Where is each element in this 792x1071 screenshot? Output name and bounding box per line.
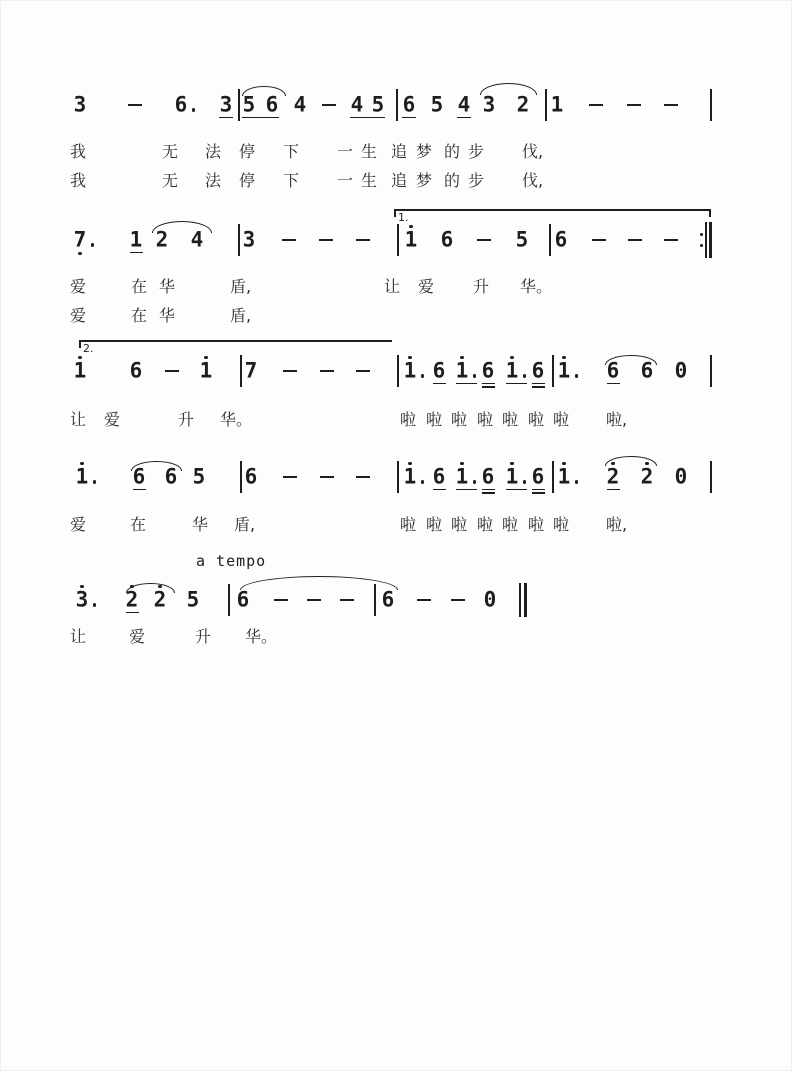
augmentation-dot bbox=[93, 480, 96, 483]
beam-underline bbox=[607, 383, 620, 385]
note-digit: 0 bbox=[483, 587, 497, 612]
beam-underline bbox=[506, 383, 527, 385]
volta-label: 2. bbox=[83, 342, 94, 355]
octave-dot-high bbox=[408, 462, 411, 465]
barline bbox=[397, 355, 399, 387]
beam-underline bbox=[532, 383, 545, 385]
duration-dash bbox=[664, 239, 678, 242]
lyric-syllable: 停 bbox=[239, 171, 256, 190]
note-digit: 1 bbox=[75, 464, 89, 489]
slur bbox=[240, 576, 398, 590]
lyric-syllable: 法 bbox=[205, 171, 222, 190]
note-digit: 6 bbox=[132, 464, 146, 489]
note-digit: 4 bbox=[457, 92, 471, 117]
slur bbox=[126, 583, 175, 593]
beam-underline bbox=[532, 492, 545, 494]
note-digit: 3 bbox=[219, 92, 233, 117]
lyric-syllable: 爱 bbox=[70, 515, 87, 534]
lyric-syllable: 盾, bbox=[234, 515, 256, 534]
volta-bracket-tick bbox=[394, 209, 396, 217]
beam-underline bbox=[482, 492, 495, 494]
octave-dot-high bbox=[562, 356, 565, 359]
volta-bracket-tick bbox=[709, 209, 711, 217]
slur bbox=[152, 221, 212, 233]
note-digit: 6 bbox=[402, 92, 416, 117]
lyric-syllable: 啦 bbox=[477, 515, 494, 534]
beam-underline bbox=[433, 383, 446, 385]
duration-dash bbox=[627, 104, 641, 107]
lyric-syllable: 啦 bbox=[400, 515, 417, 534]
note-digit: 5 bbox=[242, 92, 256, 117]
note-digit: 6 bbox=[381, 587, 395, 612]
beam-underline bbox=[402, 117, 416, 119]
lyric-syllable: 停 bbox=[239, 142, 256, 161]
lyric-syllable: 爱 bbox=[104, 410, 121, 429]
duration-dash bbox=[165, 370, 179, 373]
lyric-syllable: 在 bbox=[131, 306, 148, 325]
beam-underline bbox=[433, 489, 446, 491]
final-barline bbox=[519, 583, 521, 617]
duration-dash bbox=[589, 104, 603, 107]
duration-dash bbox=[283, 476, 297, 479]
duration-dash bbox=[628, 239, 642, 242]
lyric-syllable: 啦 bbox=[528, 410, 545, 429]
duration-dash bbox=[282, 239, 296, 242]
duration-dash bbox=[322, 104, 336, 107]
note-digit: 3 bbox=[482, 92, 496, 117]
augmentation-dot bbox=[575, 480, 578, 483]
note-digit: 1 bbox=[505, 464, 519, 489]
lyric-syllable: 下 bbox=[283, 171, 300, 190]
note-digit: 5 bbox=[371, 92, 385, 117]
final-barline bbox=[524, 583, 527, 617]
barline bbox=[552, 355, 554, 387]
duration-dash bbox=[307, 599, 321, 602]
octave-dot-high bbox=[408, 356, 411, 359]
slur bbox=[242, 86, 286, 96]
augmentation-dot bbox=[421, 374, 424, 377]
duration-dash bbox=[274, 599, 288, 602]
octave-dot-high bbox=[460, 356, 463, 359]
beam-underline bbox=[242, 117, 279, 119]
lyric-syllable: 梦 bbox=[416, 171, 433, 190]
lyric-syllable: 伐, bbox=[522, 171, 544, 190]
note-digit: 2 bbox=[516, 92, 530, 117]
lyric-syllable: 啦 bbox=[426, 515, 443, 534]
lyric-syllable: 爱 bbox=[418, 277, 435, 296]
octave-dot-high bbox=[510, 356, 513, 359]
note-digit: 4 bbox=[190, 227, 204, 252]
beam-underline bbox=[532, 489, 545, 491]
note-digit: 6 bbox=[244, 464, 258, 489]
note-digit: 6 bbox=[554, 227, 568, 252]
lyric-syllable: 的 bbox=[444, 142, 461, 161]
octave-dot-high bbox=[409, 225, 412, 228]
lyric-syllable: 华 bbox=[192, 515, 209, 534]
lyric-syllable: 下 bbox=[283, 142, 300, 161]
barline bbox=[240, 461, 242, 493]
beam-underline bbox=[457, 117, 471, 119]
barline bbox=[545, 89, 547, 121]
note-digit: 5 bbox=[186, 587, 200, 612]
augmentation-dot bbox=[523, 374, 526, 377]
lyric-syllable: 让 bbox=[384, 277, 401, 296]
lyric-syllable: 步 bbox=[468, 171, 485, 190]
lyric-syllable: 梦 bbox=[416, 142, 433, 161]
beam-underline bbox=[456, 489, 477, 491]
lyric-syllable: 啦 bbox=[477, 410, 494, 429]
note-digit: 1 bbox=[199, 358, 213, 383]
note-digit: 6 bbox=[174, 92, 188, 117]
duration-dash bbox=[320, 476, 334, 479]
note-digit: 6 bbox=[440, 227, 454, 252]
end-repeat-sign bbox=[709, 222, 712, 258]
augmentation-dot bbox=[421, 480, 424, 483]
augmentation-dot bbox=[473, 480, 476, 483]
lyric-syllable: 啦 bbox=[426, 410, 443, 429]
lyric-syllable: 华。 bbox=[520, 277, 553, 296]
beam-underline bbox=[506, 489, 527, 491]
lyric-syllable: 啦 bbox=[553, 410, 570, 429]
lyric-syllable: 让 bbox=[70, 410, 87, 429]
note-digit: 3 bbox=[75, 587, 89, 612]
beam-underline bbox=[350, 117, 385, 119]
note-digit: 6 bbox=[432, 358, 446, 383]
lyric-syllable: 啦 bbox=[502, 515, 519, 534]
note-digit: 6 bbox=[481, 358, 495, 383]
note-digit: 1 bbox=[550, 92, 564, 117]
lyric-syllable: 升 bbox=[178, 410, 195, 429]
note-digit: 1 bbox=[73, 358, 87, 383]
note-digit: 6 bbox=[164, 464, 178, 489]
duration-dash bbox=[356, 239, 370, 242]
octave-dot-low bbox=[78, 252, 81, 255]
lyric-syllable: 啦, bbox=[606, 515, 628, 534]
duration-dash bbox=[283, 370, 297, 373]
lyric-syllable: 生 bbox=[361, 171, 378, 190]
octave-dot-high bbox=[80, 585, 83, 588]
lyric-syllable: 伐, bbox=[522, 142, 544, 161]
lyric-syllable: 华。 bbox=[245, 627, 278, 646]
note-digit: 0 bbox=[674, 464, 688, 489]
octave-dot-high bbox=[562, 462, 565, 465]
beam-underline bbox=[482, 383, 495, 385]
lyric-syllable: 华 bbox=[159, 277, 176, 296]
lyric-syllable: 爱 bbox=[129, 627, 146, 646]
note-digit: 1 bbox=[455, 464, 469, 489]
lyric-syllable: 盾, bbox=[230, 277, 252, 296]
augmentation-dot bbox=[93, 603, 96, 606]
note-digit: 5 bbox=[515, 227, 529, 252]
beam-underline bbox=[607, 489, 620, 491]
note-digit: 5 bbox=[430, 92, 444, 117]
lyric-syllable: 爱 bbox=[70, 277, 87, 296]
lyric-syllable: 升 bbox=[195, 627, 212, 646]
tempo-marking: a tempo bbox=[196, 552, 267, 570]
note-digit: 2 bbox=[125, 587, 139, 612]
barline bbox=[552, 461, 554, 493]
lyric-syllable: 让 bbox=[70, 627, 87, 646]
volta-bracket-tick bbox=[79, 340, 81, 348]
duration-dash bbox=[128, 104, 142, 107]
volta-bracket-line bbox=[394, 209, 711, 211]
barline bbox=[228, 584, 230, 616]
lyric-syllable: 无 bbox=[162, 142, 179, 161]
duration-dash bbox=[356, 370, 370, 373]
end-repeat-sign bbox=[705, 222, 707, 258]
note-digit: 6 bbox=[606, 358, 620, 383]
lyric-syllable: 升 bbox=[473, 277, 490, 296]
note-digit: 1 bbox=[557, 358, 571, 383]
barline bbox=[549, 224, 551, 256]
lyric-syllable: 啦 bbox=[451, 515, 468, 534]
note-digit: 2 bbox=[153, 587, 167, 612]
augmentation-dot bbox=[523, 480, 526, 483]
barline bbox=[710, 355, 712, 387]
barline bbox=[710, 89, 712, 121]
lyric-syllable: 的 bbox=[444, 171, 461, 190]
barline bbox=[238, 89, 240, 121]
lyric-syllable: 生 bbox=[361, 142, 378, 161]
note-digit: 6 bbox=[129, 358, 143, 383]
note-digit: 1 bbox=[403, 464, 417, 489]
lyric-syllable: 我 bbox=[70, 171, 87, 190]
lyric-syllable: 啦 bbox=[553, 515, 570, 534]
lyric-syllable: 一 bbox=[337, 142, 354, 161]
beam-underline bbox=[482, 489, 495, 491]
note-digit: 1 bbox=[557, 464, 571, 489]
duration-dash bbox=[340, 599, 354, 602]
augmentation-dot bbox=[192, 108, 195, 111]
slur bbox=[480, 83, 537, 95]
octave-dot-high bbox=[80, 462, 83, 465]
duration-dash bbox=[451, 599, 465, 602]
barline bbox=[238, 224, 240, 256]
note-digit: 6 bbox=[432, 464, 446, 489]
duration-dash bbox=[319, 239, 333, 242]
lyric-syllable: 一 bbox=[337, 171, 354, 190]
beam-underline bbox=[482, 386, 495, 388]
note-digit: 1 bbox=[505, 358, 519, 383]
lyric-syllable: 追 bbox=[391, 142, 408, 161]
lyric-syllable: 爱 bbox=[70, 306, 87, 325]
lyric-syllable: 啦 bbox=[528, 515, 545, 534]
note-digit: 5 bbox=[192, 464, 206, 489]
note-digit: 4 bbox=[350, 92, 364, 117]
volta-bracket-line bbox=[79, 340, 392, 342]
augmentation-dot bbox=[473, 374, 476, 377]
note-digit: 2 bbox=[640, 464, 654, 489]
note-digit: 1 bbox=[455, 358, 469, 383]
note-digit: 7 bbox=[73, 227, 87, 252]
beam-underline bbox=[126, 612, 139, 614]
note-digit: 6 bbox=[236, 587, 250, 612]
duration-dash bbox=[356, 476, 370, 479]
barline bbox=[240, 355, 242, 387]
repeat-dot bbox=[700, 233, 703, 236]
lyric-syllable: 我 bbox=[70, 142, 87, 161]
augmentation-dot bbox=[91, 243, 94, 246]
duration-dash bbox=[592, 239, 606, 242]
barline bbox=[396, 89, 398, 121]
note-digit: 6 bbox=[531, 464, 545, 489]
barline bbox=[397, 224, 399, 256]
slur bbox=[605, 355, 657, 365]
lyric-syllable: 啦 bbox=[451, 410, 468, 429]
beam-underline bbox=[219, 117, 233, 119]
lyric-syllable: 在 bbox=[131, 277, 148, 296]
duration-dash bbox=[320, 370, 334, 373]
barline bbox=[710, 461, 712, 493]
lyric-syllable: 华 bbox=[159, 306, 176, 325]
note-digit: 4 bbox=[293, 92, 307, 117]
note-digit: 3 bbox=[73, 92, 87, 117]
lyric-syllable: 法 bbox=[205, 142, 222, 161]
note-digit: 6 bbox=[640, 358, 654, 383]
octave-dot-high bbox=[510, 462, 513, 465]
note-digit: 1 bbox=[404, 227, 418, 252]
lyric-syllable: 啦 bbox=[502, 410, 519, 429]
note-digit: 6 bbox=[531, 358, 545, 383]
duration-dash bbox=[664, 104, 678, 107]
beam-underline bbox=[133, 489, 146, 491]
lyric-syllable: 盾, bbox=[230, 306, 252, 325]
augmentation-dot bbox=[575, 374, 578, 377]
slur bbox=[605, 456, 657, 466]
lyric-syllable: 华。 bbox=[220, 410, 253, 429]
note-digit: 3 bbox=[242, 227, 256, 252]
lyric-syllable: 步 bbox=[468, 142, 485, 161]
beam-underline bbox=[130, 252, 143, 254]
lyric-syllable: 啦, bbox=[606, 410, 628, 429]
octave-dot-high bbox=[460, 462, 463, 465]
note-digit: 0 bbox=[674, 358, 688, 383]
lyric-syllable: 无 bbox=[162, 171, 179, 190]
note-digit: 6 bbox=[481, 464, 495, 489]
slur bbox=[131, 461, 182, 471]
note-digit: 1 bbox=[403, 358, 417, 383]
note-digit: 2 bbox=[606, 464, 620, 489]
repeat-dot bbox=[700, 244, 703, 247]
duration-dash bbox=[477, 239, 491, 242]
barline bbox=[397, 461, 399, 493]
lyric-syllable: 啦 bbox=[400, 410, 417, 429]
lyric-syllable: 在 bbox=[130, 515, 147, 534]
octave-dot-high bbox=[204, 356, 207, 359]
octave-dot-high bbox=[78, 356, 81, 359]
note-digit: 6 bbox=[265, 92, 279, 117]
beam-underline bbox=[532, 386, 545, 388]
beam-underline bbox=[456, 383, 477, 385]
lyric-syllable: 追 bbox=[391, 171, 408, 190]
note-digit: 2 bbox=[155, 227, 169, 252]
volta-label: 1. bbox=[398, 211, 409, 224]
note-digit: 1 bbox=[129, 227, 143, 252]
note-digit: 7 bbox=[244, 358, 258, 383]
duration-dash bbox=[417, 599, 431, 602]
